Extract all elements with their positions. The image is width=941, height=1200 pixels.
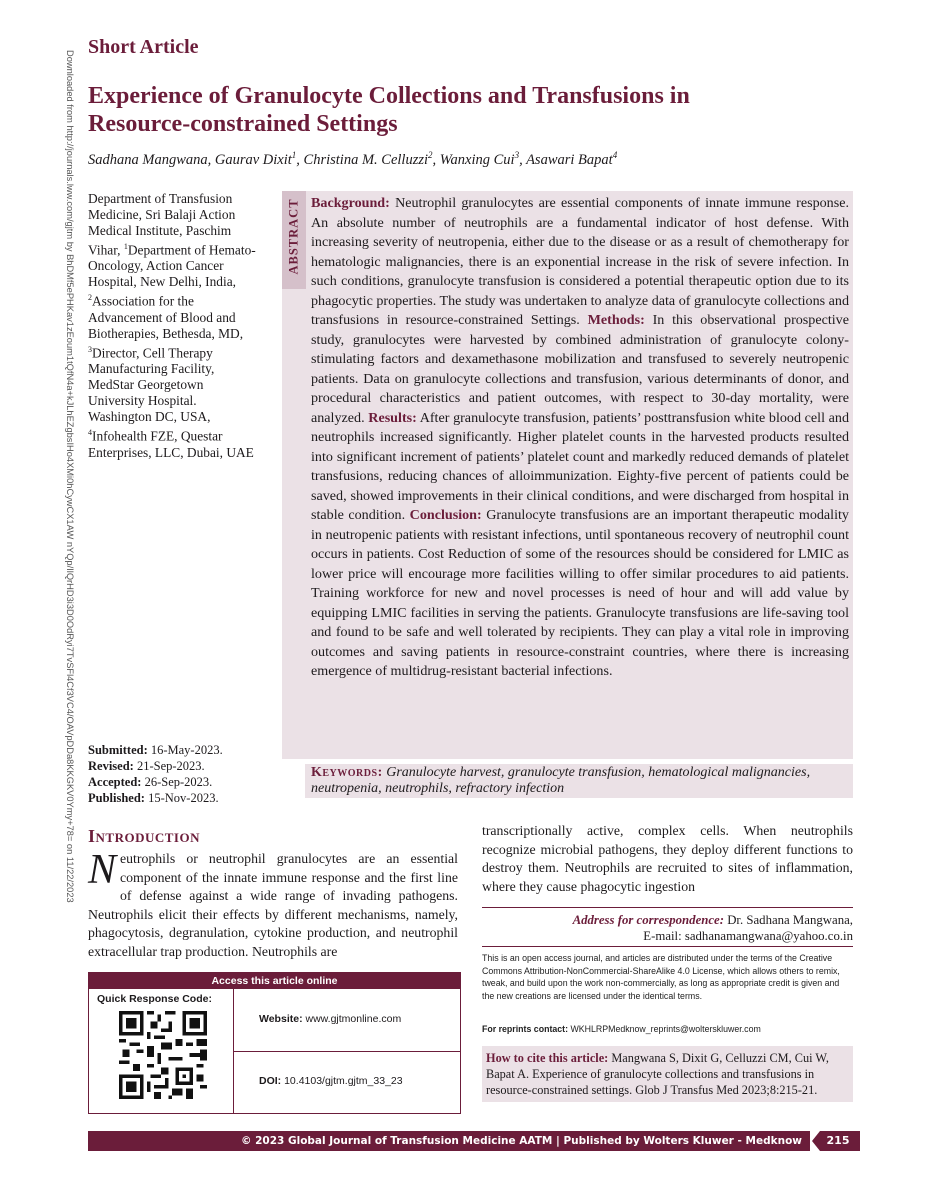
divider — [482, 946, 853, 947]
affiliations — [88, 191, 260, 461]
download-watermark: Downloaded from http://journals.lww.com/gjtm by BhDMf5ePHKav1zEoum1tQfN4a+kJLhEZgbsIHo4XMi0hCywCX1AW nYQp/IlQrHD3i3D0OdRyi7TvSFl4Cf3VC4/OAVpDDa8KKGKV0Ymy+78= on 11/22/2023 — [65, 50, 75, 903]
keywords — [311, 765, 851, 797]
introduction-heading: Introduction — [88, 826, 200, 846]
affiliation-text: Infohealth FZE, Questar Enterprises, LLC, Dubai, UAE — [88, 428, 254, 460]
author-name: Sadhana Mangwana — [88, 151, 208, 168]
qr-code[interactable] — [119, 1011, 207, 1099]
affiliation-text: Department of Transfusion Medicine, Sri Balaji Action Medical Institute, Paschim Vihar, — [88, 191, 236, 258]
correspondence-name: Dr. Sadhana Mangwana, — [727, 913, 853, 927]
abstract-heading-background: Background: — [311, 195, 390, 211]
author-list: Sadhana Mangwana, Gaurav Dixit$^1$, Christina M. Celluzzi$^2$, Wanxing Cui$^3$, Asawari Bapat$^4$ — [88, 150, 618, 168]
date-revised: Revised: 21-Sep-2023. — [88, 759, 205, 773]
correspondence-label: Address for correspondence: — [572, 913, 724, 927]
citation-reference: Mangwana S, Dixit G, Celluzzi CM, Cui W, Bapat A. Experience of granulocyte collections and transfusions in resource-constrained settings. Glob J Transfus Med 2023;8:215-21. — [486, 1051, 829, 1097]
author-name: Christina M. Celluzzi — [303, 151, 429, 168]
article-type-label: Short Article — [88, 36, 199, 58]
footer-text: © 2023 Global Journal of Transfusion Medicine AATM | Published by Wolters Kluwer - Medknow — [240, 1135, 802, 1147]
abstract-tab — [282, 191, 306, 289]
open-access-notice: This is an open access journal, and articles are distributed under the terms of the Creative Commons Attribution-NonCommercial-ShareAlike 4.0 License, which allows others to remix, tweak, and build upon the work non-commercially, as long as appropriate credit is given and the new creations are licensed under the identical terms. — [482, 953, 840, 1001]
affiliation-marker: 3 — [514, 150, 520, 160]
reprints-contact — [482, 1024, 853, 1034]
date-submitted: Submitted: 16-May-2023. — [88, 743, 223, 757]
publication-dates — [88, 742, 288, 806]
qr-code-label: Quick Response Code: — [97, 993, 212, 1005]
abstract-background: Neutrophil granulocytes are essential components of innate immune response. An absolute number of neutrophils are a fundamental indicator of host defense. With increasing severity of neutropenia, either due to the disease or as a result of chemotherapy for hematologic malignancies, there is an exponential increase in the risk of severe infection. In such conditions, granulocyte transfusion is considered a potential therapeutic option due to its phagocytic properties. The study was undertaken to analyze data of granulocyte collections and transfusions in resource-constrained Settings. — [311, 195, 849, 328]
reprints-label: For reprints contact: — [482, 1024, 569, 1034]
introduction-left-column — [88, 847, 458, 961]
abstract-conclusion: Granulocyte transfusions are an important therapeutic modality in neutropenic patients with resistant infections, until spontaneous recovery of neutrophil count occurs in patients. Cost Reduction of some of the resources should be considered for LMIC as lower price will encourage more facilities willing to offer similar procedures to aid patients. Training workforce for new and novel processes is need of hour and will add value by equipping LMIC facilities in serving the patients. Granulocyte transfusions are life-saving tool and found to be safe and well tolerated by recipients. They can play a vital role in improving outcomes and saving patients in resource-constraint countries, where there is increasing emergence of multidrug-resistant bacterial infections. — [311, 507, 849, 679]
website-link[interactable]: Website: www.gjtmonline.com — [259, 1013, 402, 1025]
affiliation-text: Director, Cell Therapy Manufacturing Facility, MedStar Georgetown University Hospital. Washington DC, USA, — [88, 345, 215, 425]
affiliation-marker: 4 — [612, 150, 618, 160]
affiliation-marker: 2 — [88, 293, 92, 303]
author-name: Gaurav Dixit — [214, 151, 292, 168]
correspondence-address — [482, 912, 853, 944]
doi-link[interactable]: DOI: 10.4103/gjtm.gjtm_33_23 — [259, 1075, 403, 1087]
introduction-text: eutrophils or neutrophil granulocytes are an essential component of the innate immune response and the first line of defense against a wide range of invading pathogens. Neutrophils elicit their effects by different mechanisms, namely, phagocytosis, degranulation, cytokine production, and neutrophil extracellular trap production. Neutrophils are — [88, 851, 458, 959]
abstract-heading-results: Results: — [368, 409, 417, 426]
abstract-tab-label: ABSTRACT — [286, 198, 301, 275]
correspondence-email[interactable]: E-mail: sadhanamangwana@yahoo.co.in — [643, 929, 853, 943]
abstract-methods: In this observational prospective study, granulocytes were harvested by combined administration of granulocyte colony-stimulating factors and dexamethasone mobilization and transfused to severely neutropenic patients. Data on granulocyte collections and transfusion, various determinants of donor, and procedural characteristics and patient outcomes, with respect to 30-day mortality, were analyzed. — [311, 312, 849, 426]
article-title: Experience of Granulocyte Collections and Transfusions in Resource-constrained Settings — [88, 83, 690, 137]
citation-label: How to cite this article: — [486, 1051, 609, 1065]
affiliation-marker: 3 — [88, 344, 92, 354]
date-accepted: Accepted: 26-Sep-2023. — [88, 775, 213, 789]
keywords-label: Keywords: — [311, 765, 383, 780]
keywords-text: Granulocyte harvest, granulocyte transfusion, hematological malignancies, neutropenia, neutrophils, refractory infection — [311, 765, 811, 796]
access-online-heading: Access this article online — [89, 973, 460, 989]
affiliation-marker: 4 — [88, 428, 92, 438]
affiliation-text: Department of Hemato-Oncology, Action Cancer Hospital, New Delhi, India, — [88, 242, 256, 290]
abstract-text — [311, 194, 849, 682]
abstract-results: After granulocyte transfusion, patients’ posttransfusion white blood cell and neutrophils increased significantly. Higher platelet counts in the harvested products resulted into significant increment of patients’ platelet count and markedly reduced demands of platelet transfusions, reducing chances of alloimmunization. Eighty-five percent of patients could be saved, showed improvements in their clinical conditions, and were discharged from hospital in stable condition. — [311, 409, 849, 523]
affiliation-marker: 2 — [428, 150, 433, 160]
divider — [233, 1051, 460, 1052]
affiliation-marker: 1 — [291, 150, 297, 160]
abstract-heading-conclusion: Conclusion: — [409, 507, 482, 523]
affiliation-text: Association for the Advancement of Blood and Biotherapies, Bethesda, MD, — [88, 293, 244, 341]
author-name: Wanxing Cui — [439, 151, 515, 168]
access-online-box — [88, 972, 461, 1114]
abstract-heading-methods: Methods: — [587, 312, 645, 328]
author-name: Asawari Bapat — [526, 151, 613, 168]
citation-text — [486, 1050, 850, 1098]
date-published: Published: 15-Nov-2023. — [88, 791, 219, 805]
reprints-email[interactable]: WKHLRPMedknow_reprints@wolterskluwer.com — [570, 1024, 761, 1034]
drop-cap: N — [88, 847, 117, 893]
affiliation-marker: 1 — [123, 242, 128, 251]
divider — [482, 907, 853, 908]
page-number: 215 — [826, 1134, 850, 1147]
introduction-right-column: transcriptionally active, complex cells. When neutrophils recognize microbial pathogens, they deploy different functions to destroy them. Neutrophils are recruited to sites of inflammation, where they cause phagocytic ingestion — [482, 823, 853, 894]
